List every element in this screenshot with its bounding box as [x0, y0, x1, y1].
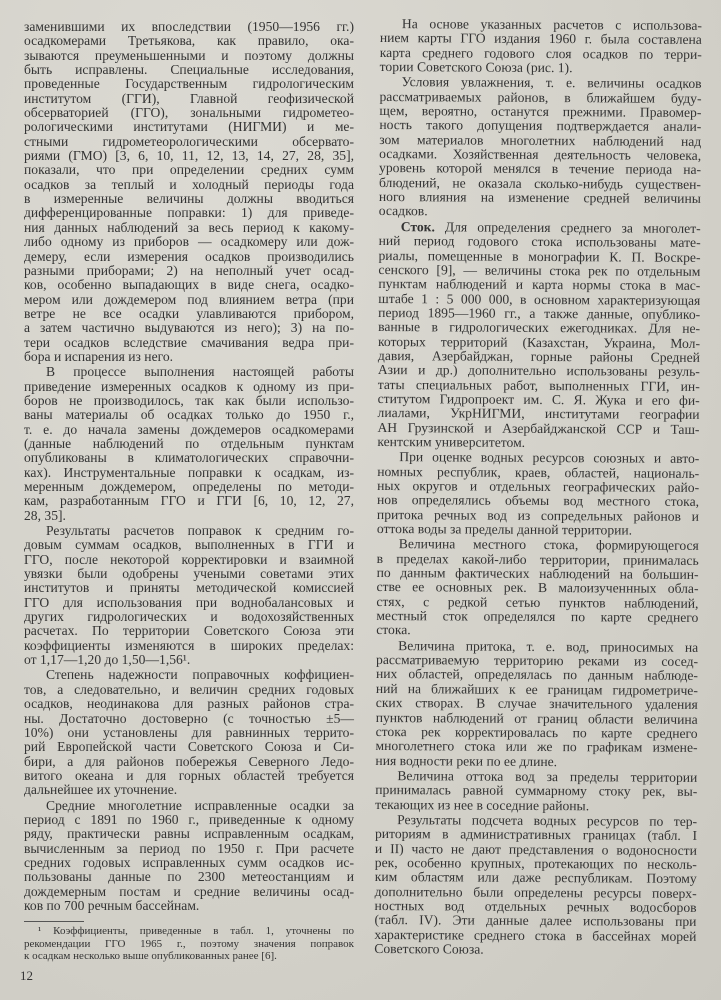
- line-text: многолетнего стока или же по графикам измене-: [375, 738, 698, 756]
- text-line: [24, 293, 354, 307]
- text-line: [374, 942, 696, 958]
- text-line: [24, 350, 354, 364]
- line-text: номных республик, краев, областей, националь-: [377, 463, 700, 481]
- section-heading: Сток.: [400, 218, 435, 235]
- line-text: 28, 35].: [24, 507, 66, 523]
- line-text: рассматриваемых районов, в ближайшем буду-: [379, 88, 702, 106]
- line-text: в измеренные величины должны вводиться: [24, 191, 354, 207]
- line-text: стока рек корректировалась по карте среднего: [375, 723, 698, 741]
- line-text: тории Советского Союза (рис. 1).: [379, 59, 573, 76]
- text-line: [24, 394, 354, 408]
- line-text: осадков.: [378, 203, 428, 219]
- line-text: вычисленным за период по 1950 г. При расчете: [24, 840, 354, 856]
- text-line: [24, 538, 354, 552]
- text-line: [24, 321, 354, 335]
- line-text: ваны материалы об осадках только до 1950 г.,: [24, 407, 354, 423]
- line-text: таты специальных работ, выполненных ГГИ, ин-: [377, 376, 700, 394]
- text-line: [24, 494, 354, 508]
- line-text: других гидрологических и водохозяйственных: [24, 609, 354, 625]
- line-text: осадками. Хозяйственная деятельность человека,: [379, 146, 702, 164]
- text-line: [24, 423, 354, 437]
- text-line: [24, 899, 354, 913]
- line-text: штабе 1 : 5 000 000, в основном характеризующая: [378, 290, 701, 308]
- line-text: институтов и приняты методической комиссией: [24, 580, 354, 596]
- line-text: стве ее основных рек. В малоизученнных обла-: [376, 579, 699, 597]
- line-text: пунктов наблюдений от границ области величина: [375, 709, 698, 727]
- line-text: ванные в гидрологических ежегодниках. Для не-: [378, 319, 701, 337]
- paragraph: [24, 20, 354, 364]
- text-line: [24, 553, 354, 567]
- text-line: [24, 938, 354, 951]
- paragraph: [377, 450, 700, 538]
- text-line: [24, 221, 354, 235]
- line-text: Величина оттока вод за пределы территории: [397, 767, 698, 785]
- line-text: пользованы данные по 2300 метеостанциям и: [24, 869, 354, 885]
- line-text: рий Европейской части Советского Союза и Си-: [24, 739, 354, 755]
- text-line: [24, 135, 354, 149]
- line-text: бири, а для районов побережья Северного Ледо-: [24, 753, 354, 769]
- paragraph: [375, 769, 697, 814]
- line-text: ностных вод отдельных речных водосборов: [374, 897, 697, 915]
- line-text: сенского [9], — величины стока рек по отдельным: [378, 261, 701, 279]
- line-text: ний период годового стока использованы мате-: [378, 233, 701, 251]
- text-line: [24, 206, 354, 220]
- line-text: и II) часто не дают представления о водоносности: [374, 840, 697, 858]
- line-text: приведение измеренных осадков к одному из при-: [24, 378, 354, 394]
- line-text: ¹ Коэффициенты, приведенные в табл. 1, уточнены по: [38, 925, 354, 937]
- line-text: т. е. до начала замены дождемеров осадкомерами: [24, 421, 354, 437]
- text-line: [24, 624, 354, 638]
- line-text: к осадкам несколько выше опубликованных ранее [6].: [24, 950, 277, 962]
- text-line: [24, 925, 354, 938]
- text-line: [376, 609, 698, 625]
- text-line: [24, 163, 354, 177]
- line-text: заменившими их впоследствии (1950—1956 гг.): [24, 19, 354, 34]
- line-text: нием карты ГГО издания 1960 г. была составлена: [379, 30, 702, 48]
- text-line: [24, 235, 354, 249]
- line-text: Величина местного стока, формирующегося: [398, 536, 699, 554]
- text-line: [24, 480, 354, 494]
- line-text: ния данных наблюдений за весь период к какому-: [24, 219, 354, 235]
- line-text: разными приборами; 2) на неполный учет осад-: [24, 262, 354, 278]
- line-text: Азии и др.) дополнительно использованы резуль-: [377, 362, 700, 380]
- text-line: [24, 106, 354, 120]
- line-text: ветре не все осадки улавливаются прибором,: [24, 305, 354, 321]
- line-text: щем, вероятно, останутся прежними. Правомер-: [379, 103, 702, 121]
- line-text: рологическими институтами (НИГМИ) и ме-: [24, 119, 354, 135]
- line-text: показали, что при определении средних сумм: [24, 162, 354, 178]
- paragraph: [380, 17, 702, 76]
- right-column: [374, 17, 702, 958]
- line-text: дождемерным постам и средние величины осад-: [24, 883, 354, 899]
- line-text: принималась равной суммарному стоку рек, вы-: [375, 782, 698, 800]
- line-text: 10%) они установлены для равнинных террито-: [24, 724, 354, 740]
- line-text: Результаты подсчета водных ресурсов по тер-: [397, 812, 698, 829]
- line-text: зом материалов многолетних наблюдений над: [379, 131, 702, 149]
- left-column: [24, 20, 354, 913]
- line-text: уровень которой менялся в течение периода на-: [379, 160, 702, 178]
- line-text: притока речных вод из сопредельных районов и: [376, 506, 700, 524]
- line-text: них областей, определялась по данным наблюде-: [375, 666, 699, 684]
- line-text: ность такого допущения подтверждается анали-: [379, 117, 702, 135]
- line-text: ков, особенно выпадающих в виде снега, осадко-: [24, 277, 354, 293]
- text-line: [24, 509, 354, 523]
- line-text: ских створах. В случае значительного удаления: [375, 695, 698, 713]
- line-text: которых территорий (Казахстан, Украина, Мол-: [377, 333, 701, 351]
- line-text: ряду, практически равны исправленным осадкам,: [24, 826, 354, 842]
- text-line: [24, 192, 354, 206]
- paragraph: [24, 668, 354, 797]
- line-text: проведенные Государственным гидрологическим: [24, 76, 354, 92]
- line-text: риториям в административных границах (табл. I: [374, 826, 698, 844]
- paragraph: [377, 220, 700, 451]
- text-line: [24, 120, 354, 134]
- line-text: стях, с редкой сетью пунктов наблюдений,: [376, 593, 699, 611]
- text-line: [24, 149, 354, 163]
- text-line: [24, 842, 354, 856]
- line-text: довым суммам осадков, выполненных в ГГИ и: [24, 537, 354, 553]
- line-text: АН Грузинской и Азербайджанской ССР и Таш-: [377, 419, 700, 437]
- line-text: блюдений, не оказала сколько-нибудь существен-: [378, 174, 702, 192]
- line-text: от 1,17—1,20 до 1,50—1,56¹.: [24, 652, 191, 668]
- line-text: В процессе выполнения настоящей работы: [46, 364, 354, 380]
- text-line: [24, 524, 354, 538]
- text-line: [24, 408, 354, 422]
- line-text: зываются преуменьшенными и поэтому должны: [24, 47, 354, 63]
- text-line: [24, 726, 354, 740]
- line-text: а затем частично выдуваются из него); 3) на по-: [24, 320, 354, 336]
- line-text: витого океана и для горных областей требуется: [24, 767, 354, 783]
- line-text: Для определения среднего за многолет-: [434, 219, 701, 236]
- line-text: ГГО для использования при воднобалансовых и: [24, 594, 354, 610]
- text-line: [24, 755, 354, 769]
- line-text: При оценке водных ресурсов союзных и авто-: [399, 449, 700, 467]
- text-line: [24, 365, 354, 379]
- line-text: меренным дождемером, определены по методи-: [24, 479, 354, 494]
- text-line: [24, 307, 354, 321]
- text-line: [24, 34, 354, 48]
- text-line: [24, 653, 354, 667]
- footnote-divider: [24, 921, 84, 922]
- line-text: тери осадков вследствие смачивания ведра при-: [24, 334, 354, 350]
- text-line: [24, 813, 354, 827]
- line-text: лиалами, УкрНИГМИ, институтами географии: [377, 405, 700, 423]
- text-line: [24, 856, 354, 870]
- line-text: ния водности реки по ее длине.: [375, 752, 558, 769]
- line-text: увязки были одобрены учеными советами этих: [24, 566, 354, 582]
- text-line: [24, 827, 354, 841]
- line-text: (данные наблюдений по отдельным пунктам: [24, 435, 354, 451]
- text-line: [24, 567, 354, 581]
- paragraph: [374, 813, 697, 958]
- line-text: Условия увлажнения, т. е. величины осадков: [401, 74, 702, 92]
- line-text: стока.: [376, 622, 411, 638]
- line-text: по данным фактических наблюдений на большин-: [376, 565, 699, 583]
- text-line: [24, 683, 354, 697]
- text-line: [24, 668, 354, 682]
- text-line: [24, 20, 354, 34]
- text-line: [24, 92, 354, 106]
- line-text: в пределах какой-либо территории, принималась: [376, 550, 699, 568]
- line-text: Величина притока, т. е. вод, приносимых на: [398, 637, 699, 655]
- line-text: бора и испарения из него.: [24, 348, 174, 364]
- line-text: рекомендации ГГО 1965 г., поэтому значения поправок: [24, 937, 354, 950]
- paragraph: [375, 639, 698, 770]
- line-text: пунктам наблюдений и карта нормы стока в мас-: [378, 276, 701, 294]
- line-text: дополнительно были определены ресурсы поверх-: [374, 883, 697, 901]
- text-line: [24, 885, 354, 899]
- line-text: осадков, неодинакова для разных районов стра-: [24, 696, 354, 712]
- text-line: [24, 697, 354, 711]
- line-text: карта среднего годового слоя осадков по терри-: [379, 44, 702, 62]
- line-text: давия, Азербайджан, горные районы Средней: [377, 347, 700, 365]
- line-text: обсерваторией (ГГО), зональными гидрометео-: [24, 105, 354, 121]
- line-text: дифференцированные поправки: 1) для приведе-: [24, 205, 354, 221]
- line-text: Советского Союза.: [374, 940, 484, 957]
- paragraph: [24, 524, 354, 667]
- text-line: [24, 950, 354, 963]
- line-text: риями (ГМО) [3, 6, 10, 11, 12, 13, 14, 27, 28, 35],: [24, 148, 354, 164]
- line-text: либо одному из приборов — осадкомеру или дож-: [24, 234, 354, 250]
- text-line: [24, 49, 354, 63]
- text-line: [24, 380, 354, 394]
- paragraph: [24, 799, 354, 914]
- text-line: [24, 77, 354, 91]
- text-line: [24, 799, 354, 813]
- line-text: институтом (ГГИ), Главной геофизической: [24, 90, 354, 106]
- line-text: демеру, если измерения осадков производились: [24, 248, 354, 264]
- text-line: [24, 740, 354, 754]
- line-text: рек, особенно крупных, протекающих по несколь-: [374, 854, 697, 872]
- line-text: местный сток определялся по карте среднего: [376, 608, 699, 626]
- line-text: быть исправлены. Специальные исследования,: [24, 62, 354, 78]
- line-text: Результаты расчетов поправок к средним го-: [46, 523, 354, 539]
- text-line: [24, 278, 354, 292]
- line-text: ГГО, после некоторой корректировки и взаимной: [24, 551, 354, 567]
- line-text: расчетах. По территории Советского Союза эти: [24, 623, 354, 639]
- text-line: [24, 466, 354, 480]
- line-text: дальнейшее их уточнение.: [24, 782, 178, 798]
- line-text: кам, разработанным ГГО и ГГИ [6, 10, 12, 27,: [24, 493, 354, 509]
- text-line: [24, 437, 354, 451]
- text-line: [24, 264, 354, 278]
- paragraph: [376, 537, 699, 639]
- page-number: 12: [20, 968, 33, 983]
- line-text: ного влияния на изменение средней величины: [378, 189, 701, 207]
- line-text: оттока воды за пределы данной территории.: [376, 521, 633, 538]
- line-text: ний на ближайших к ее границам гидрометриче-: [375, 680, 698, 698]
- text-line: [24, 769, 354, 783]
- text-line: [24, 581, 354, 595]
- text-line: [24, 63, 354, 77]
- line-text: Средние многолетние исправленные осадки за: [46, 797, 354, 813]
- line-text: рассматриваемую территорию реками из сосед-: [376, 652, 699, 670]
- line-text: риалы, помещенные в монографии К. П. Воскре-: [378, 247, 701, 265]
- line-text: ститутом Гидропроект им. С. Я. Жука и его фи-: [377, 390, 700, 408]
- text-line: [24, 610, 354, 624]
- line-text: На основе указанных расчетов с использова-: [401, 16, 703, 33]
- line-text: ким областям или даже республикам. Поэтому: [374, 869, 697, 887]
- text-line: [24, 178, 354, 192]
- text-line: [24, 250, 354, 264]
- line-text: ных округов и отдельных географических райо-: [377, 477, 700, 495]
- line-text: характеристике среднего стока в бассейнах морей: [374, 926, 697, 944]
- text-line: [24, 639, 354, 653]
- line-text: осадков за теплый и холодный периоды года: [24, 176, 354, 192]
- line-text: средних годовых исправленных сумм осадков ис-: [24, 854, 354, 870]
- line-text: период с 1891 по 1960 г., приведенные к одному: [24, 811, 354, 827]
- line-text: осадкомерами Третьякова, как правило, ока-: [24, 33, 354, 49]
- line-text: стными гидрометеорологическими обсервато-: [24, 133, 354, 149]
- paragraph: [379, 75, 702, 220]
- line-text: (табл. IV). Эти данные далее использованы при: [374, 912, 697, 930]
- line-text: ны. Достаточно достоверно (с точностью ±5—: [24, 710, 354, 726]
- footnote: [24, 925, 354, 963]
- text-line: [24, 783, 354, 797]
- text-line: [24, 451, 354, 465]
- line-text: ках). Инструментальные поправки к осадкам, из-: [24, 464, 354, 480]
- text-line: [24, 870, 354, 884]
- line-text: текающих из нее в соседние районы.: [375, 796, 590, 813]
- line-text: ков по 700 речным бассейнам.: [24, 897, 200, 913]
- text-line: [24, 596, 354, 610]
- paragraph: [24, 365, 354, 523]
- text-line: [24, 336, 354, 350]
- line-text: тов, а следовательно, и величин средних годовых: [24, 681, 354, 697]
- line-text: коэффициенты изменяются в широких пределах:: [24, 637, 354, 653]
- footnote-text: [24, 925, 354, 963]
- text-line: [24, 712, 354, 726]
- line-text: кентским университетом.: [377, 433, 526, 450]
- line-text: опубликованы в климатологических справочни-: [24, 450, 354, 466]
- line-text: боров не производилось, так как были использо-: [24, 392, 354, 408]
- line-text: мером или дождемером под влиянием ветра (при: [24, 291, 354, 307]
- line-text: нов определялись объемы вод местного стока,: [377, 492, 700, 510]
- line-text: период 1895—1960 гг., а также данные, опублико-: [378, 304, 701, 322]
- line-text: Степень надежности поправочных коффициен-: [46, 667, 354, 683]
